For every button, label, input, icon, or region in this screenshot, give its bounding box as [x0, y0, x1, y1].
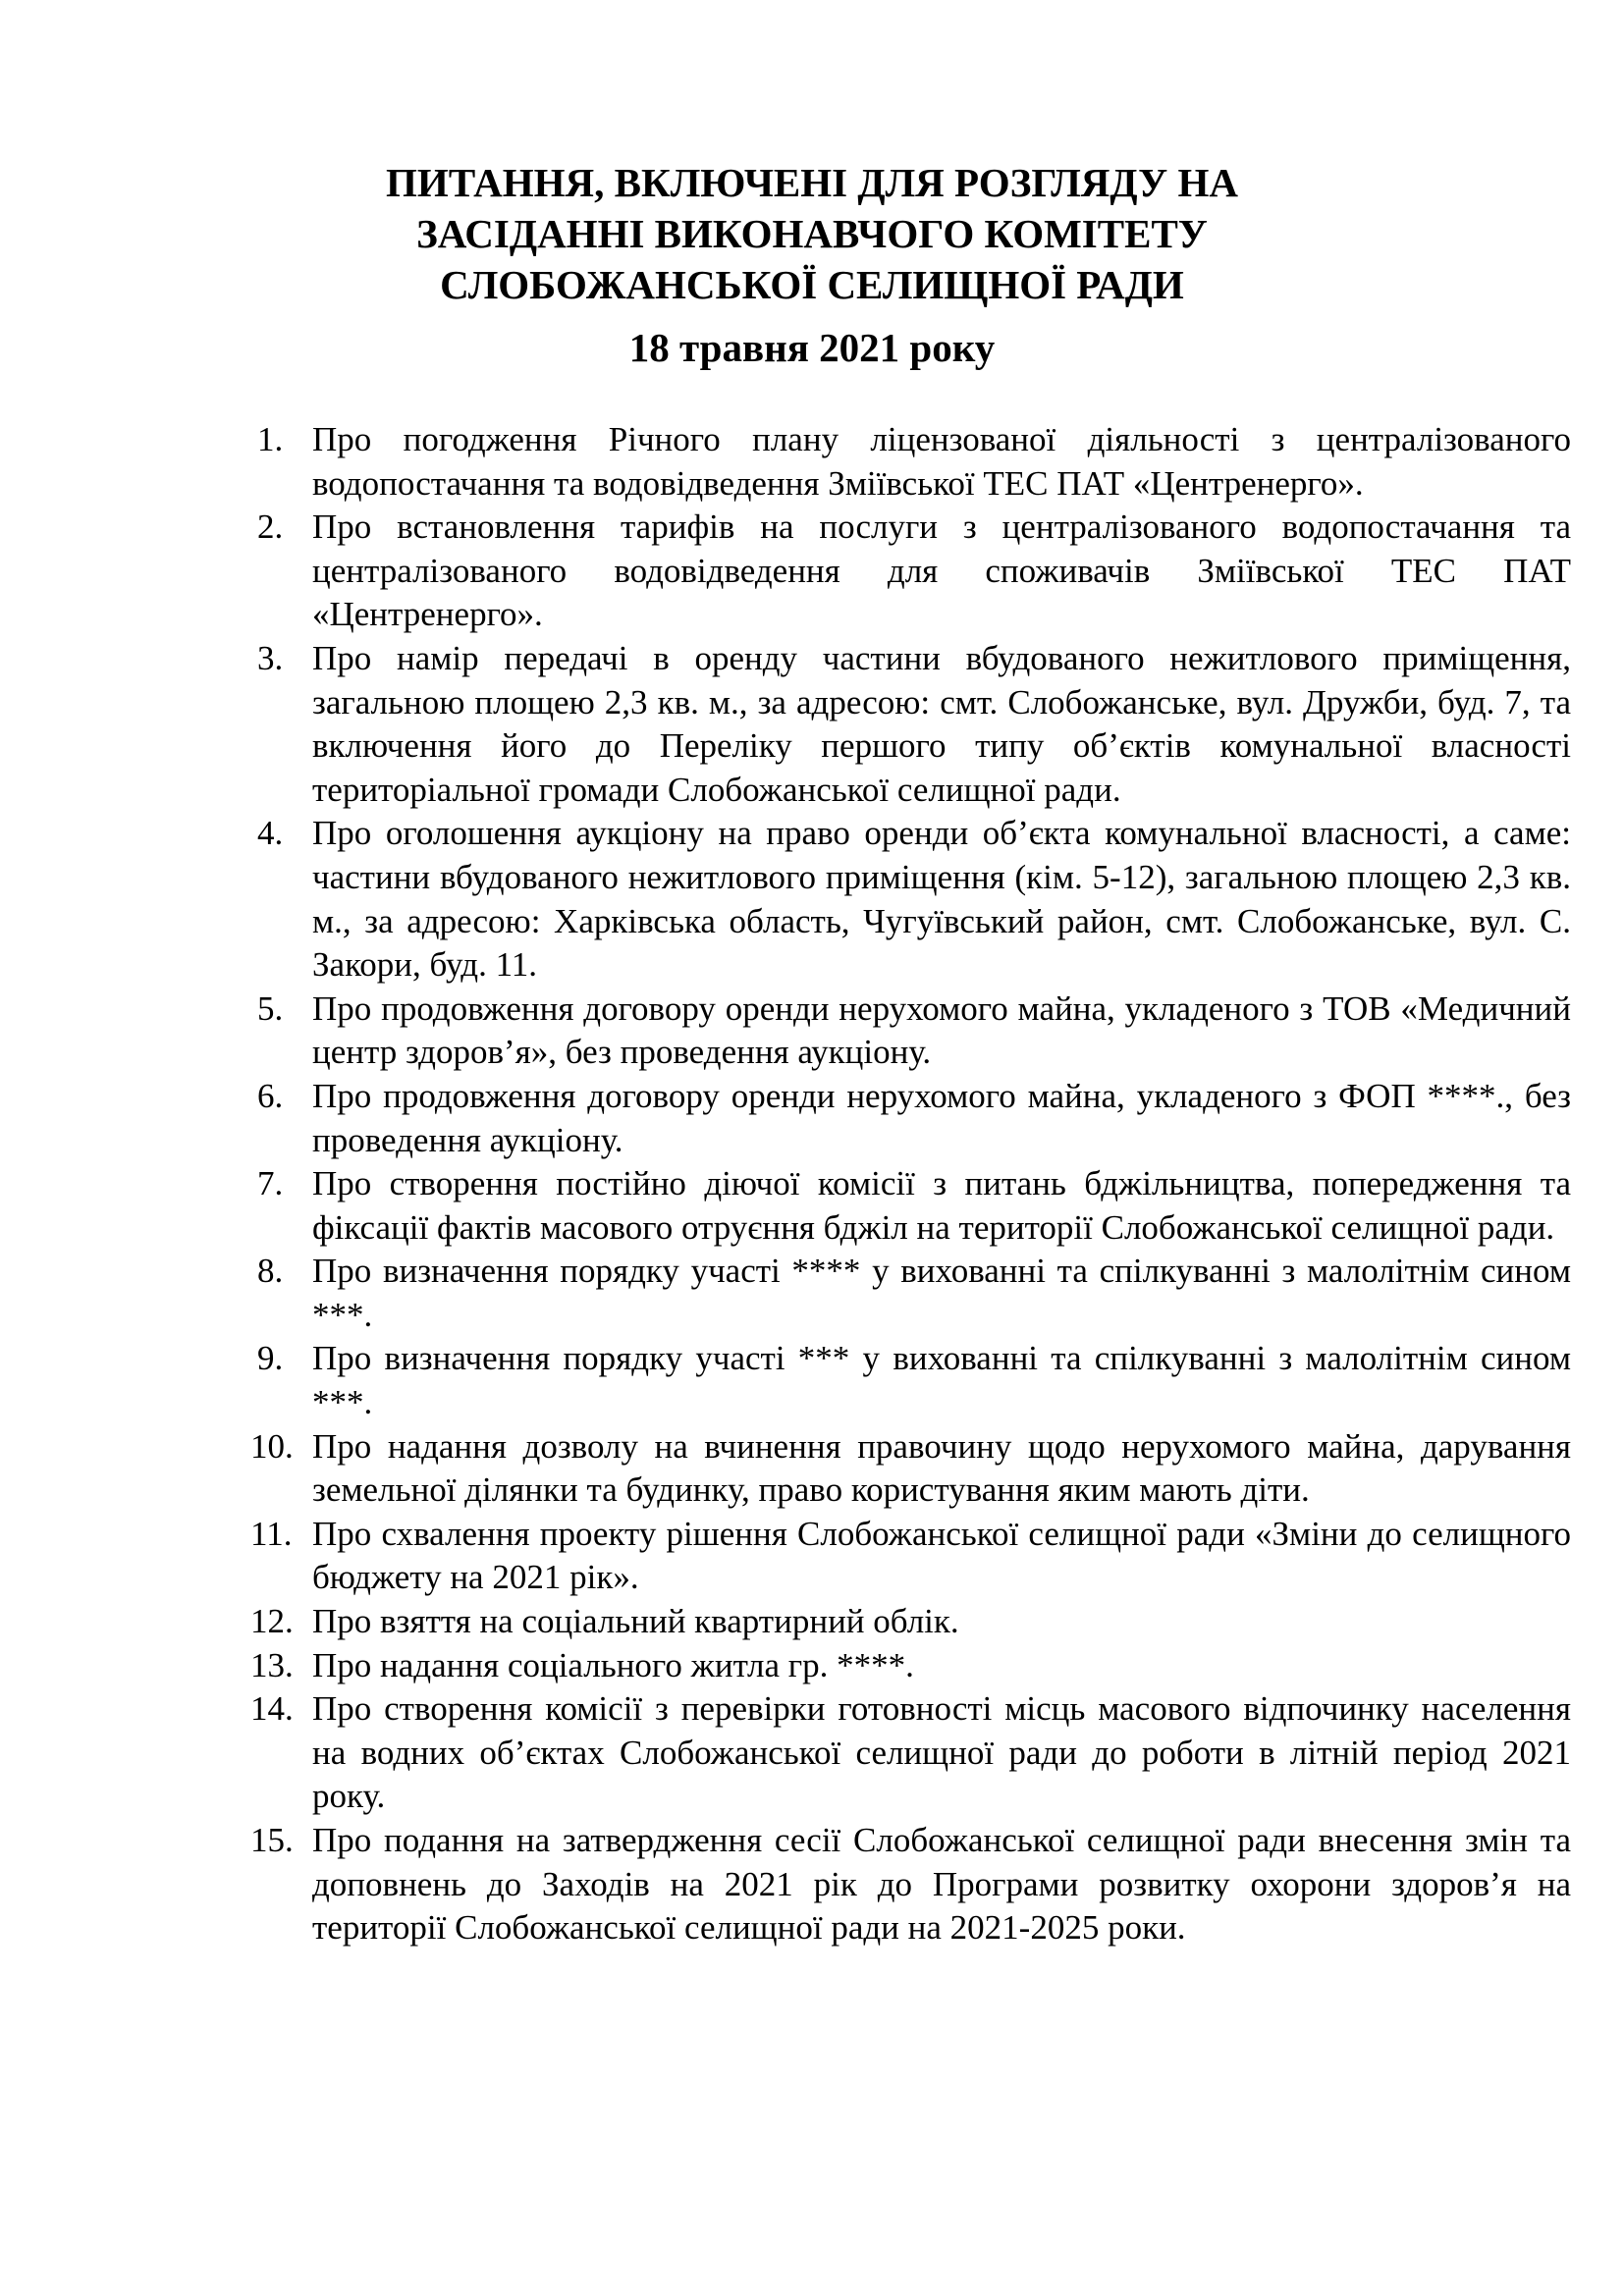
- agenda-item-number: 10.: [250, 1426, 294, 1466]
- agenda-item: [250, 1600, 1571, 1644]
- agenda-item-number: 8.: [257, 1252, 284, 1291]
- agenda-item: [257, 637, 1571, 812]
- agenda-item-text: Про продовження договору оренди нерухомого майна, укладеного з ФОП ****., без проведення аукціону.: [312, 1076, 1571, 1159]
- agenda-item-number: 5.: [257, 988, 284, 1028]
- agenda-item-text: Про надання соціального житла гр. ****.: [312, 1645, 914, 1684]
- agenda-item-text: Про створення постійно діючої комісії з питань бджільництва, попередження та фіксації фактів масового отруєння бджіл на території Слобожанської селищної ради.: [312, 1164, 1571, 1247]
- agenda-item-number: 3.: [257, 638, 284, 677]
- agenda-item-number: 4.: [257, 814, 284, 853]
- agenda-item: [257, 1162, 1571, 1250]
- agenda-item-text: Про схвалення проекту рішення Слобожанської селищної ради «Зміни до селищного бюджету на 2021 рік».: [312, 1514, 1571, 1597]
- agenda-item: [257, 506, 1571, 637]
- agenda-item-number: 6.: [257, 1076, 284, 1115]
- agenda-item-text: Про створення комісії з перевірки готовності місць масового відпочинку населення на водних об’єктах Слобожанської селищної ради до роботи в літній період 2021 року.: [312, 1689, 1571, 1816]
- title-line-3: СЛОБОЖАНСЬКОЇ СЕЛИЩНОЇ РАДИ: [440, 262, 1184, 307]
- agenda-item-number: 15.: [250, 1821, 294, 1859]
- agenda-item: [250, 1644, 1571, 1688]
- agenda-list: [250, 418, 1571, 1950]
- meeting-date: 18 травня 2021 року: [628, 325, 996, 370]
- agenda-item: [250, 1819, 1571, 1950]
- agenda-item: [250, 1687, 1571, 1819]
- agenda-item-number: 1.: [257, 420, 284, 458]
- agenda-item: [257, 1250, 1571, 1337]
- title-line-2: ЗАСІДАННІ ВИКОНАВЧОГО КОМІТЕТУ: [416, 211, 1208, 256]
- agenda-item-number: 14.: [250, 1689, 294, 1729]
- agenda-item-text: Про подання на затвердження сесії Слобожанської селищної ради внесення змін та доповнень до Заходів на 2021 рік до Програми розвитку охорони здоров’я на території Слобожанської селищної ради на 2021-2025 роки.: [312, 1821, 1571, 1948]
- agenda-item-text: Про оголошення аукціону на право оренди об’єкта комунальної власності, а саме: частини вбудованого нежитлового приміщення (кім. 5-12), загальною площею 2,3 кв. м., за адресою: Харківська область, Чугуївський район, смт. Слобожанське, вул. С. Закори, буд. 11.: [312, 814, 1571, 985]
- agenda-item-number: 12.: [250, 1602, 294, 1641]
- agenda-item-text: Про продовження договору оренди нерухомого майна, укладеного з ТОВ «Медичний центр здоров’я», без проведення аукціону.: [312, 988, 1571, 1072]
- agenda-item: [257, 988, 1571, 1075]
- agenda-item-number: 2.: [257, 507, 284, 547]
- agenda-item-text: Про визначення порядку участі **** у вихованні та спілкуванні з малолітнім сином ***.: [312, 1252, 1571, 1334]
- agenda-item: [250, 1425, 1571, 1513]
- agenda-item: [257, 1075, 1571, 1162]
- agenda-item-number: 9.: [257, 1339, 284, 1378]
- agenda-item-number: 7.: [257, 1164, 284, 1203]
- agenda-item: [250, 1513, 1571, 1600]
- agenda-item-text: Про взяття на соціальний квартирний облік.: [312, 1602, 959, 1641]
- agenda-item-text: Про намір передачі в оренду частини вбудованого нежитлового приміщення, загальною площею 2,3 кв. м., за адресою: смт. Слобожанське, вул. Дружби, буд. 7, та включення його до Переліку першого типу об’єктів комунальної власності територіальної громади Слобожанської селищної ради.: [312, 638, 1571, 809]
- document-heading: [0, 157, 1624, 373]
- agenda-item: [257, 812, 1571, 987]
- agenda-item: [257, 1337, 1571, 1424]
- agenda-item-text: Про встановлення тарифів на послуги з централізованого водопостачання та централізованого водовідведення для споживачів Зміївської ТЕС ПАТ «Центренерго».: [312, 507, 1571, 634]
- agenda-item-text: Про надання дозволу на вчинення правочину щодо нерухомого майна, дарування земельної ділянки та будинку, право користування яким мають діти.: [312, 1426, 1571, 1510]
- agenda-item-number: 13.: [250, 1645, 294, 1684]
- agenda-item: [257, 418, 1571, 506]
- title-line-1: ПИТАННЯ, ВКЛЮЧЕНІ ДЛЯ РОЗГЛЯДУ НА: [386, 160, 1238, 205]
- agenda-item-number: 11.: [250, 1514, 293, 1553]
- agenda-item-text: Про визначення порядку участі *** у вихованні та спілкуванні з малолітнім сином ***.: [312, 1339, 1571, 1422]
- agenda-item-text: Про погодження Річного плану ліцензованої діяльності з централізованого водопостачання та водовідведення Зміївської ТЕС ПАТ «Центренерго».: [312, 420, 1571, 503]
